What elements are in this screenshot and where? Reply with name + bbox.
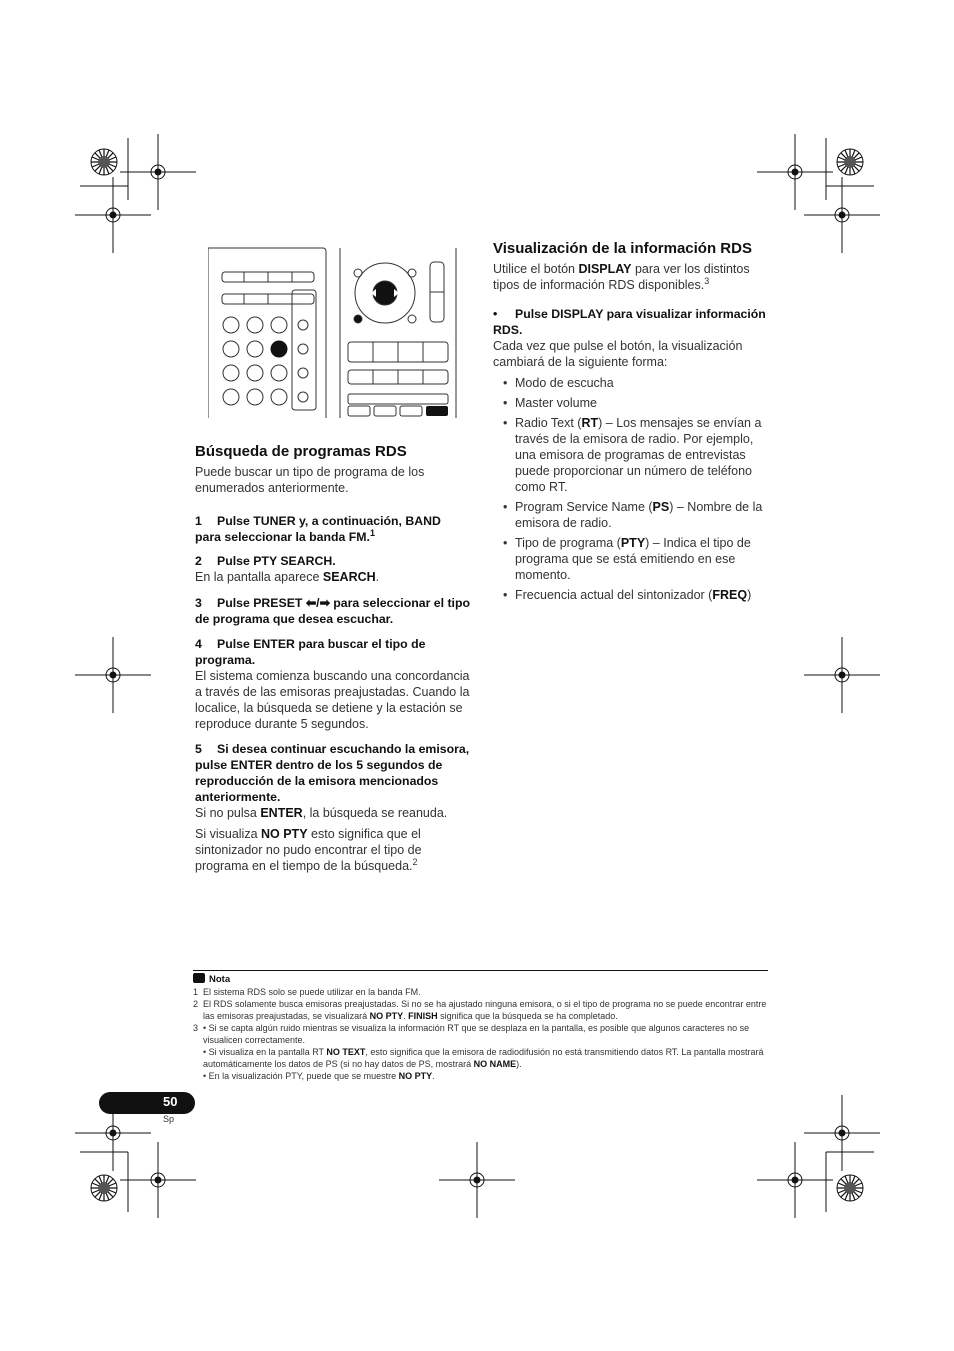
sun-mark-top-left (91, 149, 117, 175)
note-item: • En la visualización PTY, puede que se muestre NO PTY. (203, 1071, 435, 1081)
step-number: 1 (195, 514, 202, 528)
list-item: • Program Service Name (PS) – Nombre de la emisora de radio. (493, 499, 771, 531)
display-step: • Pulse DISPLAY para visualizar información RDS. (493, 307, 766, 337)
footnote-ref: 2 (412, 856, 418, 867)
step-number: 4 (195, 637, 202, 651)
step-number: 2 (195, 554, 202, 568)
display-step-body: Cada vez que pulse el botón, la visualización cambiará de la siguiente forma: (493, 339, 743, 369)
page-language: Sp (163, 1114, 175, 1124)
footnote-ref: 1 (369, 527, 375, 538)
step-text: Pulse DISPLAY para visualizar información RDS. (493, 307, 766, 337)
step-3: 3 Pulse PRESET ⬅/➡ para seleccionar el tipo de programa que desea escuchar. (195, 596, 470, 626)
page-number: 50 (163, 1094, 178, 1109)
note-item: • Si visualiza en la pantalla RT NO TEXT, esto significa que la emisora de radiodifusión no está transmitiendo datos RT. La pantalla mostrará automáticamente los datos de PS (si no hay datos de PS, mostrará NO NAME). (203, 1047, 764, 1069)
sun-mark-bottom-right (837, 1175, 863, 1201)
step-4-body: El sistema comienza buscando una concordancia a través de las emisoras preajustadas. Cuando la localice, la búsqueda se detiene y la estación se reproduce durante 5 segundos. (195, 669, 470, 731)
sun-mark-bottom-left (91, 1175, 117, 1201)
notes-heading: Nota (193, 973, 768, 985)
step-number: 5 (195, 742, 202, 756)
notes-section (193, 970, 768, 1082)
list-item: • Modo de escucha (493, 375, 771, 391)
footnote-ref: 3 (704, 275, 710, 286)
step-2 (195, 553, 470, 569)
preset-arrows-icon: ⬅/➡ (305, 596, 330, 610)
step-text: Pulse TUNER y, a continuación, BAND para seleccionar la banda FM. (195, 514, 441, 544)
step-number: 3 (195, 596, 202, 610)
step-5-body: Si no pulsa ENTER, la búsqueda se reanuda. (195, 806, 448, 820)
display-mode-list (493, 375, 771, 603)
step-text: Pulse ENTER para buscar el tipo de programa. (195, 637, 426, 667)
list-item: • Radio Text (RT) – Los mensajes se envían a través de la emisora de radio. Por ejemplo, una emisora de programas de entrevistas puede proporcionar un número de teléfono como RT. (493, 415, 771, 495)
step-5 (195, 741, 470, 805)
step-2-body: En la pantalla aparece SEARCH. (195, 570, 380, 584)
no-pty-text: Si visualiza NO PTY esto significa que el sintonizador no pudo encontrar el tipo de programa en el tiempo de la búsqueda.$^2$ (195, 827, 422, 873)
list-item: • Tipo de programa (PTY) – Indica el tipo de programa que se está emitiendo en ese momento. (493, 535, 771, 583)
note-item: 2 El RDS solamente busca emisoras preajustadas. Si no se ha ajustado ninguna emisora, o si el tipo de programa no se puede encontrar entre las emisoras preajustadas, se visualizará NO PTY. FINISH significa que la búsqueda se ha completado. (193, 999, 767, 1021)
step-1 (195, 513, 470, 545)
intro-text: Puede buscar un tipo de programa de los enumerados anteriormente. (195, 465, 425, 495)
notes-list (193, 986, 768, 1082)
step-text: Pulse PTY SEARCH. (217, 554, 336, 568)
sun-mark-top-right (837, 149, 863, 175)
step-text: Si desea continuar escuchando la emisora, pulse ENTER dentro de los 5 segundos de reproducción de la emisora mencionados anteriormente. (195, 742, 470, 804)
right-column (493, 240, 771, 607)
list-item: • Master volume (493, 395, 771, 411)
remote-control-illustration (208, 246, 458, 418)
note-item: 1 El sistema RDS solo se puede utilizar en la banda FM. (193, 987, 421, 997)
step-4 (195, 636, 470, 668)
note-item: 3 • Si se capta algún ruido mientras se visualiza la información RT que se desplaza en la pantalla, es posible que algunos caracteres no se visualicen correctamente. (193, 1023, 750, 1045)
section-title-rds-display: Visualización de la información RDS (493, 240, 752, 257)
note-icon (193, 973, 205, 983)
page-number-badge (99, 1092, 195, 1114)
display-intro: Utilice el botón DISPLAY para ver los distintos tipos de información RDS disponibles.$^3$ (493, 262, 750, 292)
list-item: • Frecuencia actual del sintonizador (FREQ) (493, 587, 771, 603)
section-title-rds-search: Búsqueda de programas RDS (195, 443, 407, 460)
left-column (195, 443, 470, 874)
